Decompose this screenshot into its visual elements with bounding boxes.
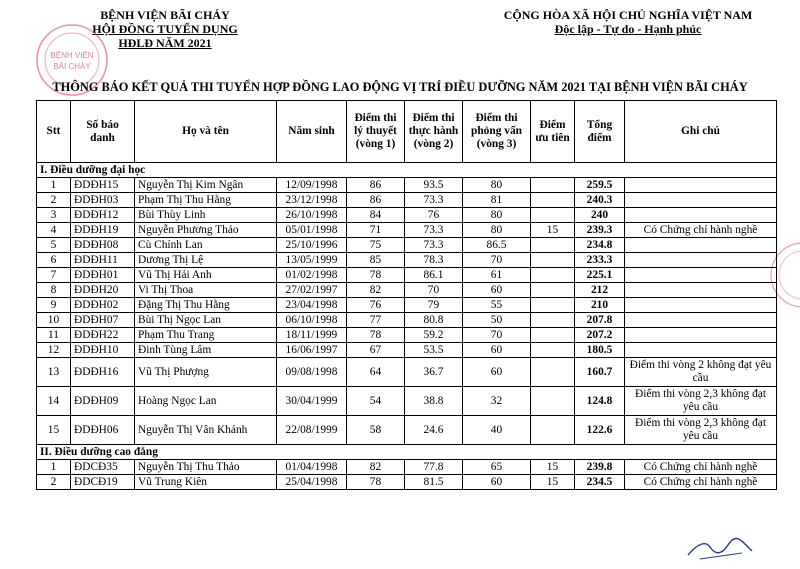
cell-v2: 73.3 <box>405 193 463 208</box>
table-row <box>37 193 777 208</box>
cell-stt: 1 <box>37 178 71 193</box>
cell-stt: 12 <box>37 343 71 358</box>
cell-total: 239.3 <box>575 223 625 238</box>
cell-sbd: ĐDĐH01 <box>71 268 135 283</box>
cell-v3: 65 <box>463 460 531 475</box>
cell-stt: 3 <box>37 208 71 223</box>
cell-v2: 93.5 <box>405 178 463 193</box>
table-header-row <box>37 101 777 163</box>
cell-v1: 78 <box>347 268 405 283</box>
cell-stt: 9 <box>37 298 71 313</box>
cell-ut <box>531 416 575 445</box>
cell-v1: 64 <box>347 358 405 387</box>
cell-v1: 78 <box>347 475 405 490</box>
cell-sbd: ĐDĐH06 <box>71 416 135 445</box>
cell-v1: 71 <box>347 223 405 238</box>
cell-stt: 6 <box>37 253 71 268</box>
cell-dob: 22/08/1999 <box>277 416 347 445</box>
cell-v1: 85 <box>347 253 405 268</box>
cell-dob: 18/11/1999 <box>277 328 347 343</box>
cell-sbd: ĐDĐH10 <box>71 343 135 358</box>
cell-v3: 60 <box>463 358 531 387</box>
cell-stt: 11 <box>37 328 71 343</box>
cell-v3: 70 <box>463 328 531 343</box>
cell-sbd: ĐDĐH15 <box>71 178 135 193</box>
committee-year: HĐLĐ NĂM 2021 <box>118 36 212 50</box>
cell-name: Phạm Thu Trang <box>135 328 277 343</box>
cell-stt: 15 <box>37 416 71 445</box>
cell-v2: 73.3 <box>405 238 463 253</box>
cell-v1: 82 <box>347 283 405 298</box>
cell-dob: 27/02/1997 <box>277 283 347 298</box>
col-ghi-chu: Ghi chú <box>625 101 777 163</box>
cell-sbd: ĐDĐH19 <box>71 223 135 238</box>
cell-total: 207.2 <box>575 328 625 343</box>
cell-total: 160.7 <box>575 358 625 387</box>
cell-name: Nguyễn Thị Kim Ngân <box>135 178 277 193</box>
cell-total: 233.3 <box>575 253 625 268</box>
cell-name: Vi Thị Thoa <box>135 283 277 298</box>
motto: Độc lập - Tự do - Hạnh phúc <box>554 22 702 36</box>
col-phong-van: Điểm thi phỏng vấn (vòng 3) <box>463 101 531 163</box>
cell-v3: 80 <box>463 208 531 223</box>
cell-name: Vũ Thị Phượng <box>135 358 277 387</box>
cell-v2: 73.3 <box>405 223 463 238</box>
cell-ut <box>531 208 575 223</box>
cell-dob: 06/10/1998 <box>277 313 347 328</box>
cell-stt: 2 <box>37 193 71 208</box>
cell-ut <box>531 238 575 253</box>
cell-sbd: ĐDĐH03 <box>71 193 135 208</box>
cell-v2: 77.8 <box>405 460 463 475</box>
cell-sbd: ĐDĐH20 <box>71 283 135 298</box>
document-title: THÔNG BÁO KẾT QUẢ THI TUYỂN HỢP ĐỒNG LAO ĐỘNG VỊ TRÍ ĐIỀU DƯỠNG NĂM 2021 TẠI BỆNH VIỆN BÃI CHÁY <box>52 80 748 94</box>
cell-sbd: ĐDĐH16 <box>71 358 135 387</box>
cell-dob: 05/01/1998 <box>277 223 347 238</box>
table-row <box>37 343 777 358</box>
cell-name: Cù Chính Lan <box>135 238 277 253</box>
cell-ut <box>531 268 575 283</box>
table-row <box>37 387 777 416</box>
cell-name: Đặng Thị Thu Hằng <box>135 298 277 313</box>
cell-note <box>625 283 777 298</box>
cell-note <box>625 328 777 343</box>
cell-dob: 13/05/1999 <box>277 253 347 268</box>
cell-note <box>625 298 777 313</box>
cell-ut <box>531 298 575 313</box>
cell-stt: 2 <box>37 475 71 490</box>
cell-total: 210 <box>575 298 625 313</box>
cell-total: 239.8 <box>575 460 625 475</box>
cell-v3: 60 <box>463 475 531 490</box>
cell-name: Bùi Thị Ngọc Lan <box>135 313 277 328</box>
cell-ut <box>531 358 575 387</box>
cell-dob: 23/04/1998 <box>277 298 347 313</box>
section-heading-row <box>37 163 777 178</box>
table-row <box>37 268 777 283</box>
cell-v1: 86 <box>347 178 405 193</box>
cell-stt: 13 <box>37 358 71 387</box>
cell-sbd: ĐDĐH11 <box>71 253 135 268</box>
cell-dob: 25/10/1996 <box>277 238 347 253</box>
cell-v3: 55 <box>463 298 531 313</box>
table-row <box>37 283 777 298</box>
cell-v3: 60 <box>463 283 531 298</box>
committee-name: HỘI ĐỒNG TUYỂN DỤNG <box>92 22 238 36</box>
cell-v2: 53.5 <box>405 343 463 358</box>
cell-ut: 15 <box>531 460 575 475</box>
cell-note <box>625 268 777 283</box>
cell-v1: 75 <box>347 238 405 253</box>
cell-sbd: ĐDĐH07 <box>71 313 135 328</box>
cell-ut: 15 <box>531 223 575 238</box>
organization-header <box>70 8 260 50</box>
cell-v2: 80.8 <box>405 313 463 328</box>
cell-stt: 5 <box>37 238 71 253</box>
cell-v2: 81.5 <box>405 475 463 490</box>
cell-total: 225.1 <box>575 268 625 283</box>
cell-sbd: ĐDĐH02 <box>71 298 135 313</box>
cell-note: Có Chứng chỉ hành nghề <box>625 475 777 490</box>
cell-sbd: ĐDCĐ19 <box>71 475 135 490</box>
cell-ut <box>531 313 575 328</box>
cell-name: Đinh Tùng Lâm <box>135 343 277 358</box>
cell-v2: 79 <box>405 298 463 313</box>
cell-v2: 76 <box>405 208 463 223</box>
table-row <box>37 358 777 387</box>
table-row <box>37 253 777 268</box>
cell-total: 240 <box>575 208 625 223</box>
col-tong-diem: Tổng điểm <box>575 101 625 163</box>
cell-v3: 32 <box>463 387 531 416</box>
cell-name: Dương Thị Lệ <box>135 253 277 268</box>
cell-v1: 78 <box>347 328 405 343</box>
cell-note: Điểm thi vòng 2,3 không đạt yêu cầu <box>625 387 777 416</box>
cell-v2: 38.8 <box>405 387 463 416</box>
cell-name: Nguyễn Phương Thảo <box>135 223 277 238</box>
cell-name: Nguyễn Thị Vân Khánh <box>135 416 277 445</box>
cell-v2: 78.3 <box>405 253 463 268</box>
cell-ut <box>531 253 575 268</box>
cell-v1: 86 <box>347 193 405 208</box>
cell-note: Điểm thi vòng 2,3 không đạt yêu cầu <box>625 416 777 445</box>
cell-note: Có Chứng chỉ hành nghề <box>625 223 777 238</box>
cell-v1: 76 <box>347 298 405 313</box>
cell-name: Vũ Thị Hải Anh <box>135 268 277 283</box>
cell-dob: 12/09/1998 <box>277 178 347 193</box>
cell-note <box>625 343 777 358</box>
cell-sbd: ĐDĐH22 <box>71 328 135 343</box>
cell-dob: 16/06/1997 <box>277 343 347 358</box>
cell-dob: 23/12/1998 <box>277 193 347 208</box>
cell-note: Có Chứng chỉ hành nghề <box>625 460 777 475</box>
cell-ut <box>531 387 575 416</box>
cell-v1: 58 <box>347 416 405 445</box>
cell-stt: 1 <box>37 460 71 475</box>
col-nam-sinh: Năm sinh <box>277 101 347 163</box>
cell-sbd: ĐDĐH09 <box>71 387 135 416</box>
cell-v1: 77 <box>347 313 405 328</box>
cell-v3: 40 <box>463 416 531 445</box>
cell-v2: 59.2 <box>405 328 463 343</box>
cell-sbd: ĐDĐH12 <box>71 208 135 223</box>
cell-v3: 81 <box>463 193 531 208</box>
cell-total: 122.6 <box>575 416 625 445</box>
stamp-line-1: BỆNH VIỆN <box>50 51 94 60</box>
table-row <box>37 178 777 193</box>
cell-v3: 70 <box>463 253 531 268</box>
cell-note <box>625 253 777 268</box>
cell-total: 240.3 <box>575 193 625 208</box>
section-heading-row <box>37 445 777 460</box>
col-stt: Stt <box>37 101 71 163</box>
country-name: CỘNG HÒA XÃ HỘI CHỦ NGHĨA VIỆT NAM <box>503 8 753 22</box>
cell-v3: 80 <box>463 178 531 193</box>
cell-v3: 50 <box>463 313 531 328</box>
cell-note <box>625 193 777 208</box>
cell-v3: 61 <box>463 268 531 283</box>
table-row <box>37 475 777 490</box>
cell-sbd: ĐDĐH08 <box>71 238 135 253</box>
table-row <box>37 313 777 328</box>
table-row <box>37 328 777 343</box>
cell-v1: 67 <box>347 343 405 358</box>
cell-stt: 7 <box>37 268 71 283</box>
cell-name: Bùi Thùy Linh <box>135 208 277 223</box>
cell-v2: 24.6 <box>405 416 463 445</box>
national-header <box>478 8 778 36</box>
table-row <box>37 208 777 223</box>
cell-v2: 70 <box>405 283 463 298</box>
table-body <box>37 163 777 490</box>
table-row <box>37 223 777 238</box>
cell-ut <box>531 328 575 343</box>
col-ly-thuyet: Điểm thi lý thuyết (vòng 1) <box>347 101 405 163</box>
col-ho-ten: Họ và tên <box>135 101 277 163</box>
cell-name: Nguyễn Thị Thu Thảo <box>135 460 277 475</box>
cell-total: 212 <box>575 283 625 298</box>
cell-v1: 82 <box>347 460 405 475</box>
stamp-line-2: BÃI CHÁY <box>53 62 91 71</box>
table-row <box>37 298 777 313</box>
cell-dob: 30/04/1999 <box>277 387 347 416</box>
cell-note <box>625 313 777 328</box>
cell-total: 124.8 <box>575 387 625 416</box>
cell-ut <box>531 178 575 193</box>
cell-dob: 01/04/1998 <box>277 460 347 475</box>
cell-total: 234.5 <box>575 475 625 490</box>
cell-v1: 84 <box>347 208 405 223</box>
cell-stt: 4 <box>37 223 71 238</box>
cell-dob: 01/02/1998 <box>277 268 347 283</box>
cell-total: 180.5 <box>575 343 625 358</box>
cell-sbd: ĐDCĐ35 <box>71 460 135 475</box>
cell-name: Phạm Thị Thu Hằng <box>135 193 277 208</box>
cell-note <box>625 178 777 193</box>
cell-ut <box>531 283 575 298</box>
results-table <box>36 100 777 490</box>
cell-ut <box>531 193 575 208</box>
table-row <box>37 238 777 253</box>
cell-v2: 36.7 <box>405 358 463 387</box>
cell-v3: 60 <box>463 343 531 358</box>
cell-total: 234.8 <box>575 238 625 253</box>
section-title: II. Điều dưỡng cao đẳng <box>37 445 777 460</box>
hospital-name: BỆNH VIỆN BÃI CHÁY <box>100 8 230 22</box>
cell-total: 207.8 <box>575 313 625 328</box>
signature <box>680 533 760 563</box>
cell-note <box>625 208 777 223</box>
cell-v3: 86.5 <box>463 238 531 253</box>
cell-stt: 14 <box>37 387 71 416</box>
section-title: I. Điều dưỡng đại học <box>37 163 777 178</box>
table-row <box>37 460 777 475</box>
cell-dob: 26/10/1998 <box>277 208 347 223</box>
cell-dob: 25/04/1998 <box>277 475 347 490</box>
col-so-bao-danh: Số báo danh <box>71 101 135 163</box>
cell-v2: 86.1 <box>405 268 463 283</box>
cell-dob: 09/08/1998 <box>277 358 347 387</box>
cell-total: 259.5 <box>575 178 625 193</box>
cell-ut: 15 <box>531 475 575 490</box>
cell-note: Điểm thi vòng 2 không đạt yêu cầu <box>625 358 777 387</box>
table-row <box>37 416 777 445</box>
cell-ut <box>531 343 575 358</box>
col-uu-tien: Điểm ưu tiên <box>531 101 575 163</box>
cell-name: Vũ Trung Kiên <box>135 475 277 490</box>
col-thuc-hanh: Điểm thi thực hành (vòng 2) <box>405 101 463 163</box>
cell-name: Hoàng Ngọc Lan <box>135 387 277 416</box>
cell-note <box>625 238 777 253</box>
cell-stt: 8 <box>37 283 71 298</box>
cell-v3: 80 <box>463 223 531 238</box>
cell-stt: 10 <box>37 313 71 328</box>
cell-v1: 54 <box>347 387 405 416</box>
